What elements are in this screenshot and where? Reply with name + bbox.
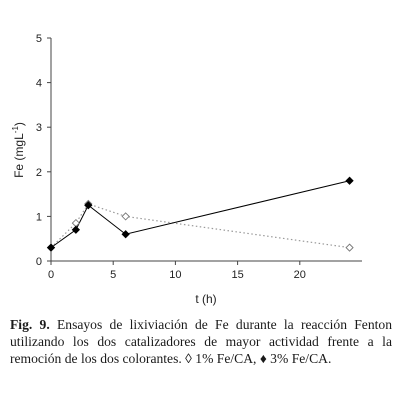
y-tick-label: 2 bbox=[35, 166, 42, 179]
series-line-2 bbox=[51, 181, 350, 248]
y-axis-title: Fe (mgL$^{-1}$) bbox=[11, 122, 26, 178]
open-diamond-point bbox=[122, 213, 129, 220]
x-tick-label: 10 bbox=[169, 269, 182, 281]
y-tick-label: 0 bbox=[35, 256, 42, 268]
y-tick-label: 1 bbox=[35, 211, 42, 224]
y-axis-ticks bbox=[36, 33, 51, 268]
x-tick-label: 20 bbox=[293, 269, 306, 281]
y-tick-label: 5 bbox=[35, 33, 42, 45]
filled-diamond-point bbox=[48, 244, 55, 251]
x-tick-label: 0 bbox=[47, 269, 55, 281]
open-diamond-point bbox=[346, 244, 353, 251]
series-points bbox=[48, 177, 354, 251]
y-tick-label: 3 bbox=[35, 122, 42, 135]
figure-caption bbox=[10, 316, 392, 367]
caption-label: Fig. 9. bbox=[10, 317, 50, 332]
x-axis-title: t (h) bbox=[195, 292, 217, 306]
caption-text: Ensayos de lixiviación de Fe durante la reacción Fenton utilizando los dos catalizadores de mayor actividad frente a la remoción de los dos colorantes. ◊ 1% Fe/CA, ♦ 3% Fe/CA. bbox=[10, 317, 392, 366]
filled-diamond-point bbox=[72, 226, 79, 233]
x-tick-label: 5 bbox=[110, 269, 117, 281]
x-tick-label: 15 bbox=[231, 269, 244, 281]
x-axis-ticks bbox=[48, 261, 306, 281]
series-lines bbox=[51, 181, 350, 248]
axes bbox=[51, 38, 362, 261]
filled-diamond-point bbox=[346, 177, 353, 184]
y-tick-label: 4 bbox=[35, 77, 42, 90]
